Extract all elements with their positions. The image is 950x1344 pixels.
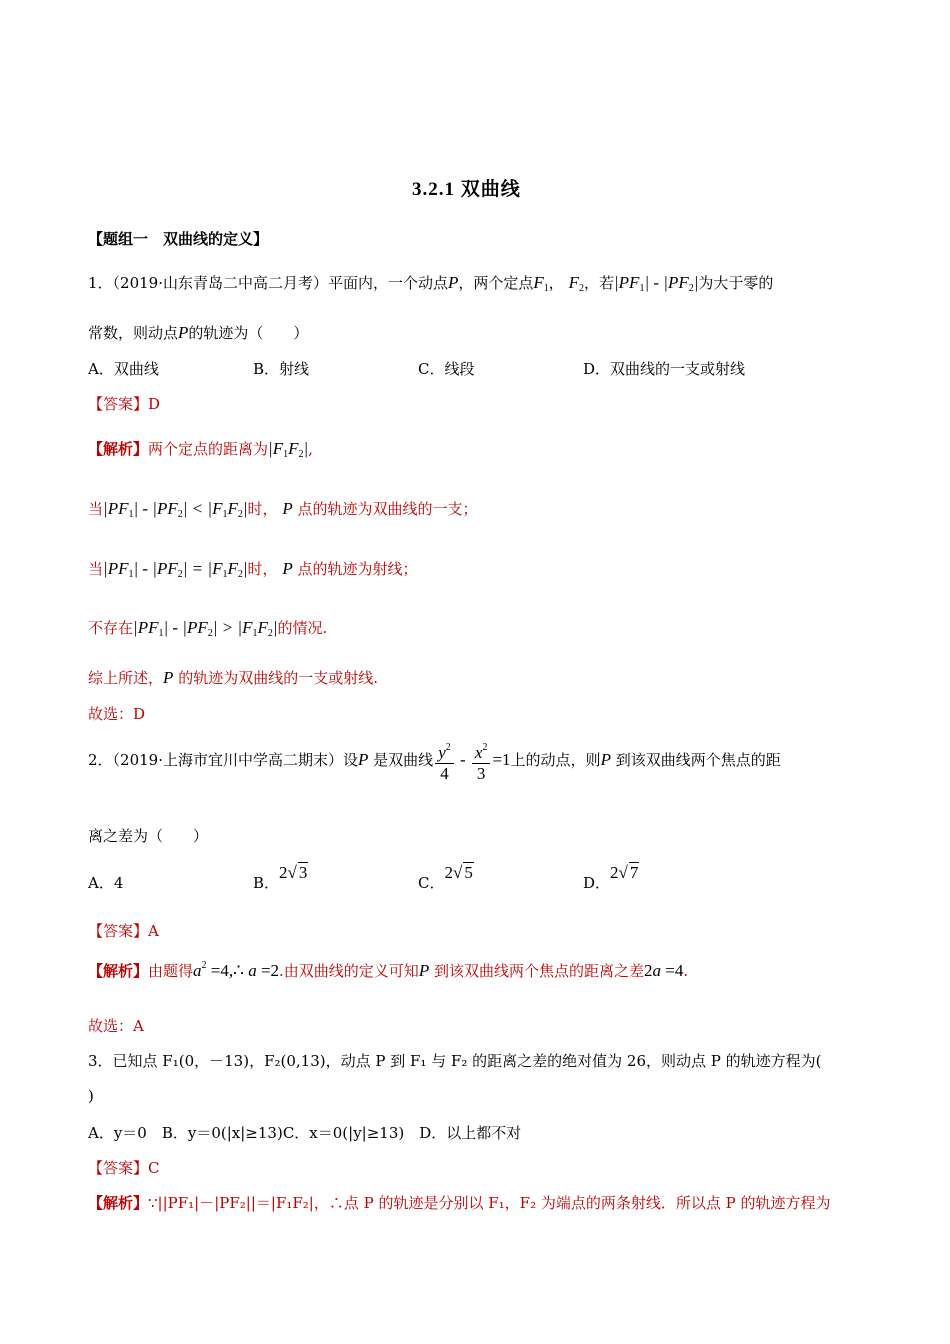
- l3-tail: 点的轨迹为射线；: [297, 560, 418, 578]
- math-F1: $F_1$: [533, 273, 549, 294]
- math-P: P: [358, 750, 369, 769]
- l3-prefix: 当: [88, 560, 104, 578]
- analysis-label: 【解析】: [88, 440, 149, 458]
- q1-conclusion: 故选：D: [88, 705, 146, 723]
- q2-text-b: 是双曲线: [373, 751, 434, 769]
- group-heading: 【题组一 双曲线的定义】: [88, 230, 269, 248]
- q1-option-c: C．线段: [418, 360, 475, 378]
- math-P: P: [282, 499, 293, 518]
- math-P: P: [178, 323, 189, 342]
- q3-analysis-text: ∵||PF₁|－|PF₂||＝|F₁F₂|，∴点 P 的轨迹是分别以 F₁，F₂ 为端点的两条射线．所以点 P 的轨迹方程为: [148, 1194, 831, 1212]
- l2-tail: 点的轨迹为双曲线的一支；: [297, 500, 478, 518]
- q2-option-c-label: C．: [418, 874, 445, 892]
- q1-stem-line1: 1．（2019·山东青岛二中高二月考）平面内，一个动点P，两个定点$F_1$， $F_2$，若$|PF_1| - |PF_2|$为大于零的: [88, 273, 774, 294]
- q2-option-c: [418, 862, 474, 892]
- q2-number: 2．: [88, 751, 113, 769]
- q3-analysis: [88, 1192, 831, 1213]
- q1-option-a: A．双曲线: [88, 360, 159, 378]
- math-2a-4: 2a =4: [644, 961, 684, 980]
- math-abs-diff: $|PF_1| - |PF_2|$: [613, 273, 699, 294]
- q1-option-d: D．双曲线的一支或射线: [583, 360, 746, 378]
- math-2sqrt3: 2√ 3: [279, 863, 308, 882]
- math-a2-4: $a^2$ =4,∴ a =2: [193, 960, 280, 980]
- l4-prefix: 不存在: [88, 619, 134, 637]
- math-eq: $|PF_1| - |PF_2| = |F_1F_2|$: [103, 559, 248, 580]
- q2-stem-line1: [88, 738, 781, 784]
- math-ineq-gt: $|PF_1| - |PF_2| > |F_1F_2|$: [133, 618, 278, 639]
- q2-option-b-label: B．: [253, 874, 280, 892]
- q2-text-a: （2019·上海市宜川中学高二期末）设: [112, 751, 358, 769]
- math-F2: $F_2$: [568, 273, 584, 294]
- q1-text-e: 常数，则动点: [88, 324, 179, 342]
- q2-option-d-label: D．: [583, 874, 611, 892]
- q2-analysis-d: .: [683, 962, 689, 980]
- q2-analysis-b: .由双曲线的定义可知: [279, 962, 419, 980]
- math-minus: -: [455, 750, 470, 769]
- q1-analysis-line1: 【解析】两个定点的距离为$|F_1F_2|$,: [88, 439, 313, 460]
- q2-analysis: [88, 960, 688, 981]
- math-P: P: [600, 750, 611, 769]
- math-2sqrt7: 2√ 7: [610, 863, 639, 882]
- q2-text-c: 上的动点，则: [510, 751, 601, 769]
- q1-analysis-line4: [88, 617, 327, 639]
- q2-text-d: 到该双曲线两个焦点的距: [615, 751, 781, 769]
- l5-prefix: 综上所述，: [88, 669, 164, 687]
- analysis-label: 【解析】: [88, 1194, 149, 1212]
- q1-analysis-line3: [88, 558, 418, 580]
- math-P: P: [418, 961, 430, 980]
- q3-stem-line1: 3．已知点 F₁(0，－13)，F₂(0,13)，动点 P 到 F₁ 与 F₂ 的距离之差的绝对值为 26，则动点 P 的轨迹方程为(: [88, 1052, 822, 1070]
- q1-stem-line2: [88, 322, 308, 343]
- l2-suffix: 时，: [247, 500, 278, 518]
- q2-option-a: A．4: [88, 874, 124, 892]
- analysis-label: 【解析】: [88, 962, 149, 980]
- l4-suffix: 的情况.: [277, 619, 328, 637]
- q1-text-c: ，若: [583, 274, 614, 292]
- q2-answer: 【答案】A: [88, 922, 159, 940]
- q1-text-f: 的轨迹为（ ）: [188, 324, 309, 342]
- q2-stem-line2: 离之差为（ ）: [88, 827, 209, 845]
- q1-text-a: （2019·山东青岛二中高二月考）平面内，一个动点: [112, 274, 448, 292]
- math-frac-y2-4: $\frac{y^2}{4}$: [435, 738, 454, 784]
- q1-analysis-text: 两个定点的距离为: [148, 440, 269, 458]
- q1-text-b: ，两个定点: [458, 274, 534, 292]
- q2-analysis-c: 到该双曲线两个焦点的距离之差: [433, 962, 644, 980]
- q1-text-d: 为大于零的: [698, 274, 774, 292]
- q1-analysis-line2: [88, 498, 478, 520]
- math-eq-1: =1: [492, 750, 511, 769]
- l2-prefix: 当: [88, 500, 104, 518]
- q1-option-b: B．射线: [253, 360, 310, 378]
- l5-tail: 的轨迹为双曲线的一支或射线.: [178, 669, 378, 687]
- l3-suffix: 时，: [247, 560, 278, 578]
- math-2sqrt5: 2√ 5: [444, 863, 473, 882]
- q2-option-b: [253, 862, 308, 892]
- q3-answer: 【答案】C: [88, 1159, 160, 1177]
- q1-answer: 【答案】D: [88, 395, 161, 413]
- page-title: 3.2.1 双曲线: [412, 179, 521, 200]
- q1-number: 1．: [88, 274, 113, 292]
- math-F1F2: $|F_1F_2|$: [268, 439, 309, 460]
- math-P: P: [448, 273, 459, 292]
- math-ineq-lt: $|PF_1| - |PF_2| < |F_1F_2|$: [103, 499, 248, 520]
- q2-conclusion: 故选：A: [88, 1017, 144, 1035]
- q3-options: A．y＝0 B．y＝0(|x|≥13)C．x＝0(|y|≥13) D．以上都不对: [88, 1124, 522, 1142]
- q2-analysis-a: 由题得: [148, 962, 194, 980]
- math-frac-x2-3: $\frac{x^2}{3}$: [472, 738, 491, 784]
- q1-analysis-line5: [88, 667, 378, 688]
- math-P: P: [163, 668, 174, 687]
- q3-stem-line2: ): [88, 1087, 94, 1105]
- math-P: P: [282, 559, 293, 578]
- q2-option-d: [583, 862, 639, 892]
